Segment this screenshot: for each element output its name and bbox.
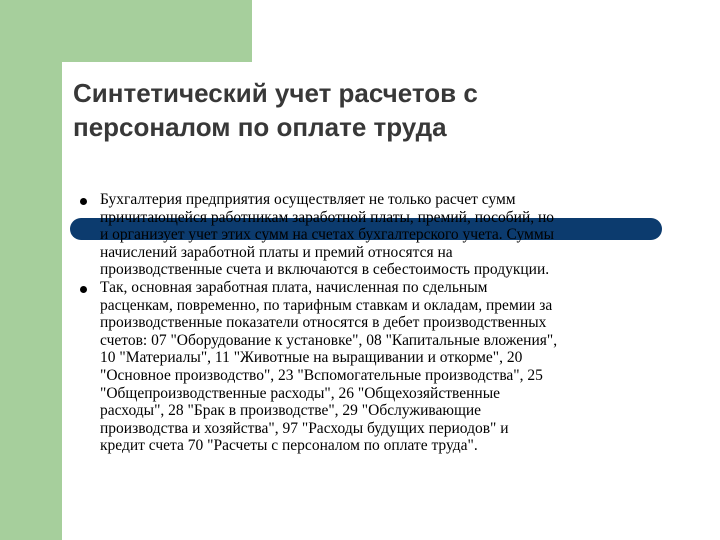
bullet-text-line: Так, основная заработная плата, начисленная по сдельным (100, 278, 488, 296)
bullet-text (100, 191, 700, 279)
bullet-text-line: причитающейся работникам заработной платы, премий, пособий, но (100, 208, 555, 226)
bullet-text-line: "Общепроизводственные расходы", 26 "Общехозяйственные (100, 384, 500, 402)
bullet-text-line: "Основное производство", 23 "Вспомогательные производства", 25 (100, 366, 543, 384)
bullet-list (80, 191, 700, 455)
bullet-text-line: расходы", 28 "Брак в производстве", 29 "Обслуживающие (100, 402, 482, 420)
bullet-dot-icon (80, 198, 87, 205)
bullet-text-line: производственные счета и включаются в себестоимость продукции. (100, 261, 550, 279)
bullet-item (80, 191, 700, 279)
bullet-dot-icon (80, 286, 87, 293)
bullet-text-line: счетов: 07 "Оборудование к установке", 08 "Капитальные вложения", (100, 331, 558, 349)
bullet-text-line: производства и хозяйства", 97 "Расходы будущих периодов" и (100, 419, 509, 437)
slide-title-line: персоналом по оплате труда (73, 112, 447, 142)
bullet-item (80, 279, 700, 455)
bullet-text-line: Бухгалтерия предприятия осуществляет не только расчет сумм (100, 191, 516, 208)
bullet-text (100, 279, 700, 455)
bullet-text-line: и организует учет этих сумм на счетах бухгалтерского учета. Суммы (100, 226, 555, 244)
decorative-green-sidebar (0, 62, 62, 540)
bullet-text-line: начислений заработной платы и премий относятся на (100, 243, 453, 261)
slide-title (73, 76, 633, 144)
decorative-green-block-top (0, 0, 252, 62)
bullet-text-line: 10 "Материалы", 11 "Животные на выращивании и откорме", 20 (100, 349, 523, 367)
slide-title-line: Синтетический учет расчетов с (73, 78, 478, 108)
bullet-text-line: кредит счета 70 "Расчеты с персоналом по оплате труда". (100, 437, 478, 455)
bullet-text-line: расценкам, повременно, по тарифным ставкам и окладам, премии за (100, 296, 553, 314)
bullet-text-line: производственные показатели относятся в дебет производственных (100, 314, 547, 332)
